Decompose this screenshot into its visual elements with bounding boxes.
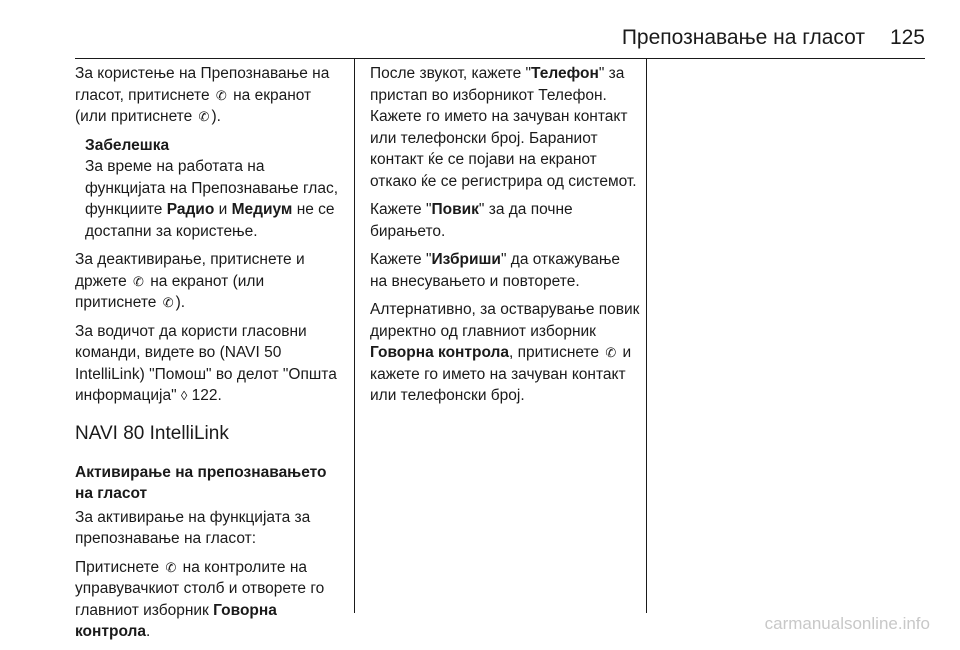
voice-control-icon: ✆	[133, 273, 144, 289]
text: , притиснете	[509, 344, 604, 361]
note-text	[85, 156, 345, 242]
voice-control-icon: ✆	[198, 109, 210, 124]
reference-arrow-icon: ◊	[180, 388, 188, 403]
media-term: Медиум	[231, 201, 293, 218]
voice-control-icon: ✆	[165, 559, 177, 575]
call-term: Повик	[431, 201, 479, 218]
left-column	[75, 63, 345, 650]
text: на екранот (или притиснете	[75, 86, 312, 125]
text: " да откажување на внесувањето и повторете.	[370, 251, 621, 290]
radio-term: Радио	[166, 201, 215, 218]
text: на екранот (или притиснете	[75, 272, 265, 311]
paragraph	[370, 63, 640, 192]
text: " за да почне бирањето.	[370, 201, 573, 240]
paragraph	[370, 299, 640, 407]
phone-term: Телефон	[531, 65, 599, 82]
text: не се достапни за користење.	[85, 201, 335, 240]
text: Кажете "	[370, 201, 432, 218]
voice-control-icon: ✆	[215, 87, 227, 103]
text: и кажете го името на зачуван контакт или телефонски број.	[370, 344, 632, 404]
middle-column	[370, 63, 640, 414]
text: Кажете "	[370, 251, 432, 268]
paragraph	[370, 199, 640, 242]
page-header	[75, 26, 925, 58]
column-divider-1	[354, 58, 355, 613]
text: За користење на Препознавање на гласот, притиснете	[75, 65, 330, 104]
header-divider	[75, 58, 925, 59]
voice-control-term: Говорна контрола	[75, 601, 277, 640]
watermark: carmanualsonline.info	[764, 614, 930, 633]
text: За време на работата на функцијата на Препознавање глас, функциите	[85, 158, 339, 218]
paragraph	[75, 249, 345, 314]
voice-control-icon: ✆	[162, 295, 174, 310]
text: " за пристап во изборникот Телефон. Кажете го името на зачуван контакт или телефонски број. Бараниот контакт ќе се појави на екранот откако ќе се регистрира од системот.	[370, 65, 637, 190]
page-number: 125	[889, 26, 925, 49]
text: ).	[175, 294, 186, 311]
note-title: Забелешка	[85, 136, 170, 154]
text: и	[214, 201, 232, 218]
voice-control-icon: ✆	[605, 345, 617, 360]
paragraph	[75, 321, 345, 407]
text: Алтернативно, за остварување повик директно од главниот изборник	[370, 301, 640, 340]
text: Притиснете	[75, 558, 164, 576]
text: После звукот, кажете "	[370, 65, 532, 82]
text: ).	[211, 108, 221, 125]
paragraph	[370, 249, 640, 292]
paragraph	[75, 63, 345, 128]
text: За деактивирање, притиснете и држете	[75, 251, 305, 290]
voice-control-term: Говорна контрола	[370, 344, 510, 361]
page-title: Препознавање на гласот	[621, 26, 865, 49]
column-divider-2	[646, 58, 647, 613]
note-box	[75, 135, 345, 243]
text: на контролите на управувачкиот столб и отворете го главниот изборник	[75, 558, 325, 619]
text: За водичот да користи гласовни команди, видете во (NAVI 50 IntelliLink) "Помош" во делот "Општа информација"	[75, 322, 337, 404]
paragraph: За активирање на функцијата за препознавање на гласот:	[75, 508, 311, 547]
page-reference: 122.	[191, 387, 222, 404]
section-heading: NAVI 80 IntelliLink	[75, 422, 229, 444]
paragraph	[75, 557, 345, 643]
delete-term: Избриши	[431, 251, 501, 268]
text: .	[146, 623, 151, 640]
subheading: Активирање на препознавањето на гласот	[75, 463, 327, 502]
